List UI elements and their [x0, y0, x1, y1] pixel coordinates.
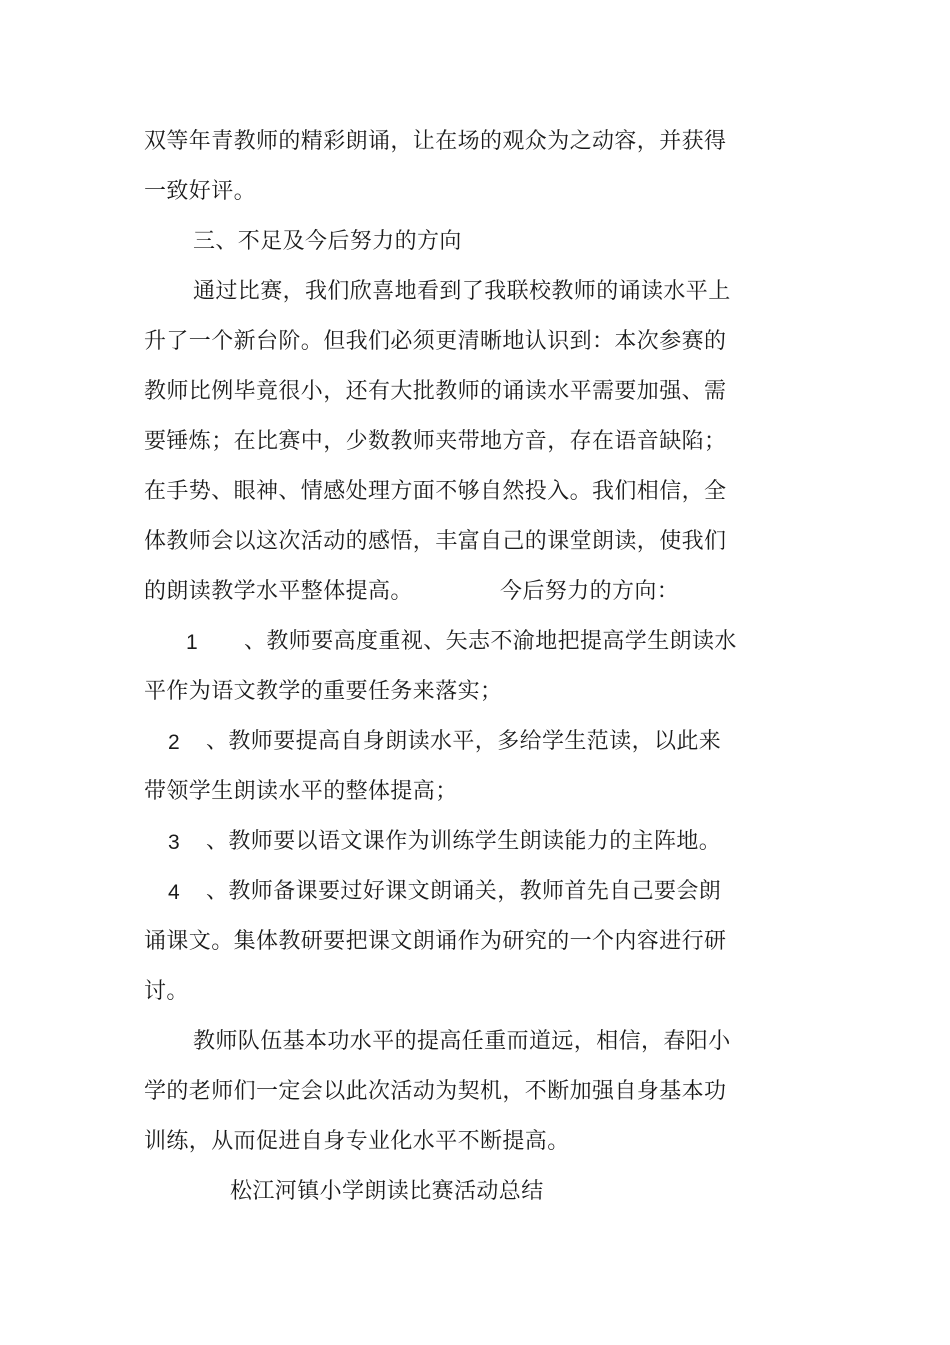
text-line: 升了一个新台阶。但我们必须更清晰地认识到：本次参赛的 [144, 329, 727, 354]
text-line: 在手势、眼神、情感处理方面不够自然投入。我们相信，全 [144, 479, 727, 504]
text-line: 通过比赛，我们欣喜地看到了我联校教师的诵读水平上 [193, 279, 731, 304]
text-line: 一致好评。 [144, 179, 257, 204]
text-line: 带领学生朗读水平的整体提高； [144, 779, 458, 804]
list-item-text: 、教师要以语文课作为训练学生朗读能力的主阵地。 [206, 829, 722, 854]
text-line: 体教师会以这次活动的感悟，丰富自己的课堂朗读，使我们 [144, 529, 727, 554]
text-line: 教师比例毕竟很小，还有大批教师的诵读水平需要加强、需 [144, 379, 727, 404]
text-line: 讨。 [144, 979, 189, 1004]
list-number: 2 [168, 731, 181, 754]
text-line: 双等年青教师的精彩朗诵，让在场的观众为之动容，并获得 [144, 129, 727, 154]
list-item-text: 、教师要高度重视、矢志不渝地把提高学生朗读水 [244, 629, 737, 654]
list-number: 4 [168, 881, 181, 904]
subheading: 今后努力的方向： [500, 579, 680, 604]
text-line: 诵课文。集体教研要把课文朗诵作为研究的一个内容进行研 [144, 929, 727, 954]
section-heading: 三、不足及今后努力的方向 [193, 229, 462, 254]
text-line: 的朗读教学水平整体提高。 [144, 579, 413, 604]
text-line: 平作为语文教学的重要任务来落实； [144, 679, 503, 704]
text-line: 学的老师们一定会以此次活动为契机，不断加强自身基本功 [144, 1079, 727, 1104]
text-line: 要锤炼；在比赛中，少数教师夹带地方音，存在语音缺陷； [144, 429, 727, 454]
list-number: 1 [186, 631, 199, 654]
text-line: 教师队伍基本功水平的提高任重而道远，相信，春阳小 [193, 1029, 731, 1054]
list-item-text: 、教师备课要过好课文朗诵关，教师首先自己要会朗 [206, 879, 722, 904]
list-item-text: 、教师要提高自身朗读水平，多给学生范读，以此来 [206, 729, 722, 754]
document-title: 松江河镇小学朗读比赛活动总结 [230, 1179, 544, 1204]
text-line: 训练，从而促进自身专业化水平不断提高。 [144, 1129, 570, 1154]
list-number: 3 [168, 831, 181, 854]
